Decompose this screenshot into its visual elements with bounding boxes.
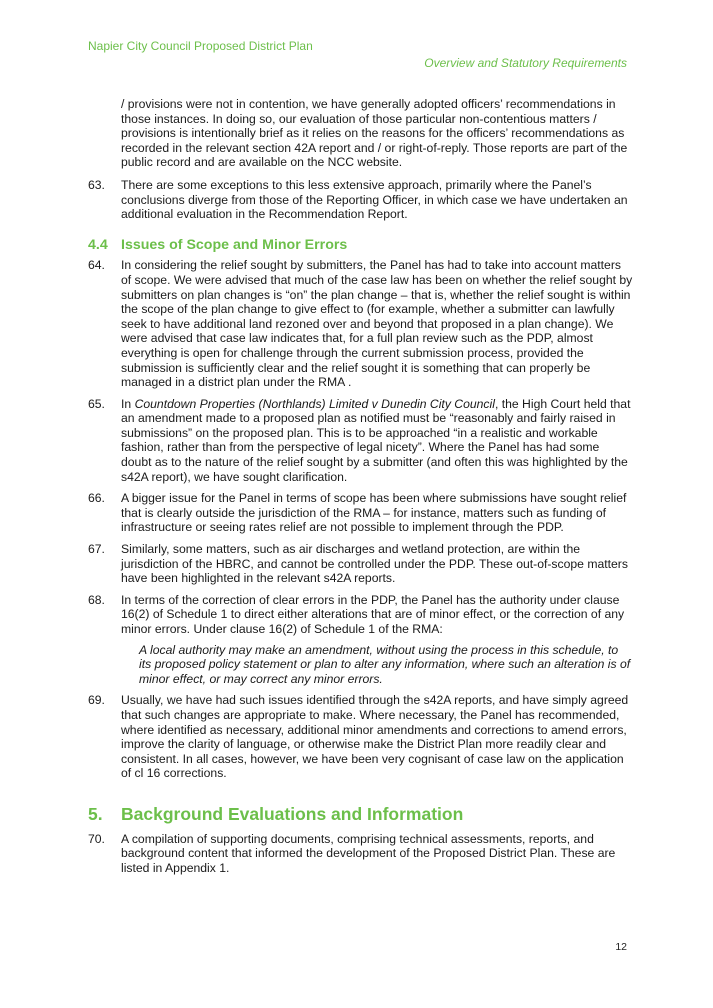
paragraph-number: 66. bbox=[88, 491, 105, 506]
paragraph-number: 65. bbox=[88, 396, 105, 411]
continuation-text: / provisions were not in contention, we have generally adopted officers’ recommendations in those instances. In doing so, our evaluation of those particular non-contentious matters / provisions is intentionally brief as it relies on the reasons for the officers’ recommendations as recorded in the relevant section 42A report and / or right-of-reply. Those reports are part of the public record and are available on the NCC website. bbox=[121, 97, 628, 170]
section-number: 5. bbox=[88, 803, 103, 824]
block-quote: A local authority may make an amendment, without using the process in this schedule, to its proposed policy statement or plan to alter any information, where such an alteration is of minor effect, or may correct any minor errors. bbox=[139, 642, 631, 686]
paragraph-prefix: In bbox=[121, 396, 135, 411]
case-name: Countdown Properties (Northlands) Limited v Dunedin City Council bbox=[134, 396, 495, 411]
paragraph-number: 70. bbox=[88, 831, 105, 846]
section-title: Issues of Scope and Minor Errors bbox=[121, 236, 348, 253]
section-heading-4-4 bbox=[88, 238, 633, 253]
paragraph-text: A bigger issue for the Panel in terms of scope has been where submissions have sought relief that is clearly outside the jurisdiction of the RMA – for instance, matters such as funding of infrastructure or seeing rates relief are not possible to implement through the PDP. bbox=[121, 491, 627, 535]
paragraph-content bbox=[121, 593, 633, 687]
paragraph-text bbox=[121, 397, 633, 485]
paragraph-63 bbox=[88, 178, 633, 222]
paragraph-64 bbox=[88, 258, 633, 389]
page-body bbox=[88, 97, 633, 882]
header-document-title: Napier City Council Proposed District Plan bbox=[88, 39, 313, 53]
paragraph-text: In considering the relief sought by submitters, the Panel has had to take into account matters of scope. We were advised that much of the case law has been on whether the relief sought by submitters on plan changes is “on” the plan change – that is, whether the relief sought is within the scope of the plan change to give effect to (for example, whether a submitter can lawfully seek to have additional land rezoned over and beyond that proposed in a plan change). We were advised that case law indicates that, for a full plan review such as the PDP, almost everything is open for challenge through the current submission process, provided the submission is sufficiently clear and the relief sought it is something that can properly be managed in a district plan under the RMA . bbox=[121, 258, 633, 390]
paragraph-69 bbox=[88, 693, 633, 781]
section-heading-5 bbox=[88, 803, 633, 824]
paragraph-68 bbox=[88, 593, 633, 687]
header-section-title: Overview and Statutory Requirements bbox=[424, 56, 627, 70]
paragraph-text: Similarly, some matters, such as air discharges and wetland protection, are within the jurisdiction of the HBRC, and cannot be controlled under the PDP. These out-of-scope matters have been highlighted in the relevant s42A reports. bbox=[121, 542, 628, 586]
section-title: Background Evaluations and Information bbox=[121, 803, 464, 824]
paragraph-67 bbox=[88, 542, 633, 586]
paragraph-70 bbox=[88, 832, 633, 876]
paragraph-number: 64. bbox=[88, 258, 105, 273]
paragraph-text: In terms of the correction of clear errors in the PDP, the Panel has the authority under clause 16(2) of Schedule 1 to direct either alterations that are of minor effect, or the correction of any minor errors. Under clause 16(2) of Schedule 1 of the RMA: bbox=[121, 592, 625, 636]
paragraph-number: 69. bbox=[88, 693, 105, 708]
paragraph-text: A compilation of supporting documents, comprising technical assessments, reports, and background content that informed the development of the Proposed District Plan. These are listed in Appendix 1. bbox=[121, 831, 616, 875]
paragraph-text: Usually, we have had such issues identified through the s42A reports, and have simply agreed that such changes are appropriate to make. Where necessary, the Panel has recommended, where identified as necessary, additional minor amendments and corrections to amend errors, improve the clarity of language, or otherwise make the District Plan more readily clear and consistent. In all cases, however, we have been very cognisant of case law on the application of cl 16 corrections. bbox=[121, 693, 629, 781]
paragraph-number: 67. bbox=[88, 542, 105, 557]
page-number: 12 bbox=[615, 941, 627, 953]
paragraph-66 bbox=[88, 491, 633, 535]
paragraph-number: 68. bbox=[88, 592, 105, 607]
section-number: 4.4 bbox=[88, 236, 108, 253]
paragraph-body: , the High Court held that an amendment made to a proposed plan as notified must be “reasonably and fairly raised in submissions” on the proposed plan. This is to be approached “in a realistic and workable fashion, rather than from the perspective of legal nicety”. Where the Panel has had some doubt as to the nature of the relief sought by a submitter (and often this was highlighted by the s42A report), we have sought clarification. bbox=[121, 396, 631, 484]
paragraph-text: There are some exceptions to this less extensive approach, primarily where the Panel’s conclusions diverge from those of the Reporting Officer, in which case we have undertaken an additional evaluation in the Recommendation Report. bbox=[121, 177, 628, 222]
paragraph-number: 63. bbox=[88, 177, 105, 192]
paragraph-65 bbox=[88, 397, 633, 485]
